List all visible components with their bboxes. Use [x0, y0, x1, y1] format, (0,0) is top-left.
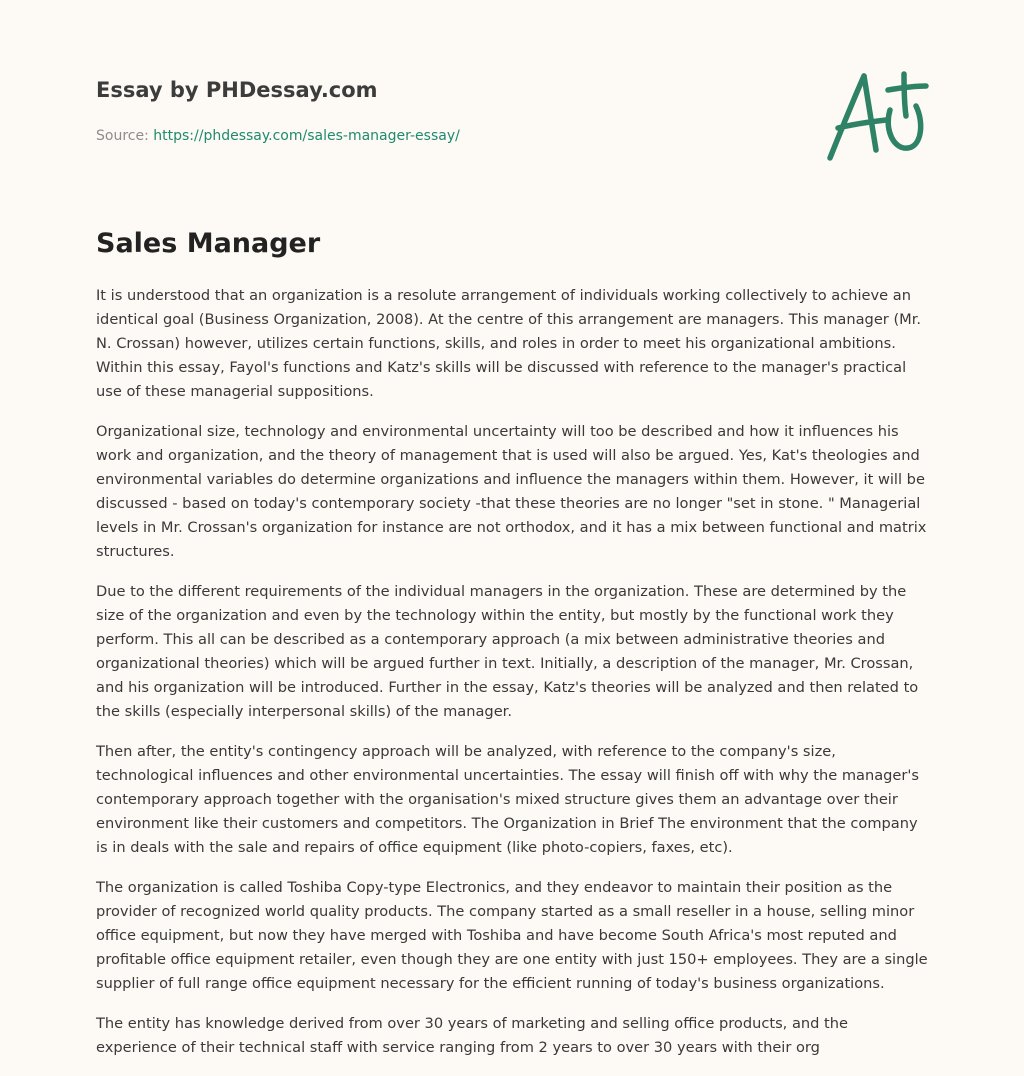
source-link[interactable]: https://phdessay.com/sales-manager-essay/ — [153, 128, 460, 144]
source-line — [96, 126, 796, 146]
essay-paragraph: Due to the different requirements of the individual managers in the organization. These are determined by the size of the organization and even by the technology within the entity, but mostly by the functional work they perform. This all can be described as a contemporary approach (a mix between administrative theories and organizational theories) which will be argued further in text. Initially, a description of the manager, Mr. Crossan, and his organization will be introduced. Further in the essay, Katz's theories will be analyzed and then related to the skills (especially interpersonal skills) of the manager. — [96, 583, 919, 720]
essay-paragraph: Organizational size, technology and environmental uncertainty will too be described and how it influences his work and organization, and the theory of management that is used will also be argued. Yes, Kat's theologies and environmental variables do determine organizations and influence the managers within them. However, it will be discussed - based on today's contemporary society -that these theories are no longer "set in stone. " Managerial levels in Mr. Crossan's organization for instance are not orthodox, and it has a mix between functional and matrix structures. — [96, 423, 927, 560]
site-title: Essay by PHDessay.com — [96, 78, 378, 102]
a-plus-logo-icon — [820, 66, 932, 166]
essay-paragraph: It is understood that an organization is a resolute arrangement of individuals working collectively to achieve an identical goal (Business Organization, 2008). At the centre of this arrangement are managers. This manager (Mr. N. Crossan) however, utilizes certain functions, skills, and roles in order to meet his organizational ambitions. Within this essay, Fayol's functions and Katz's skills will be discussed with reference to the manager's practical use of these managerial suppositions. — [96, 287, 922, 400]
page-header — [96, 76, 796, 146]
essay-title: Sales Manager — [96, 228, 321, 259]
essay-paragraph: The entity has knowledge derived from over 30 years of marketing and selling office products, and the experience of their technical staff with service ranging from 2 years to over 30 years with their org — [96, 1015, 848, 1056]
essay-paragraph: Then after, the entity's contingency approach will be analyzed, with reference to the company's size, technological influences and other environmental uncertainties. The essay will finish off with why the manager's contemporary approach together with the organisation's mixed structure gives them an advantage over their environment like their customers and competitors. The Organization in Brief The environment that the company is in deals with the sale and repairs of office equipment (like photo-copiers, faxes, etc). — [96, 743, 920, 856]
source-label: Source: — [96, 128, 154, 144]
essay-paragraph: The organization is called Toshiba Copy-type Electronics, and they endeavor to maintain their position as the provider of recognized world quality products. The company started as a small reseller in a house, selling minor office equipment, but now they have merged with Toshiba and have become South Africa's most reputed and profitable office equipment retailer, even though they are one entity with just 150+ employees. They are a single supplier of full range office equipment necessary for the efficient running of today's business organizations. — [96, 879, 928, 992]
essay-body — [96, 284, 930, 1076]
